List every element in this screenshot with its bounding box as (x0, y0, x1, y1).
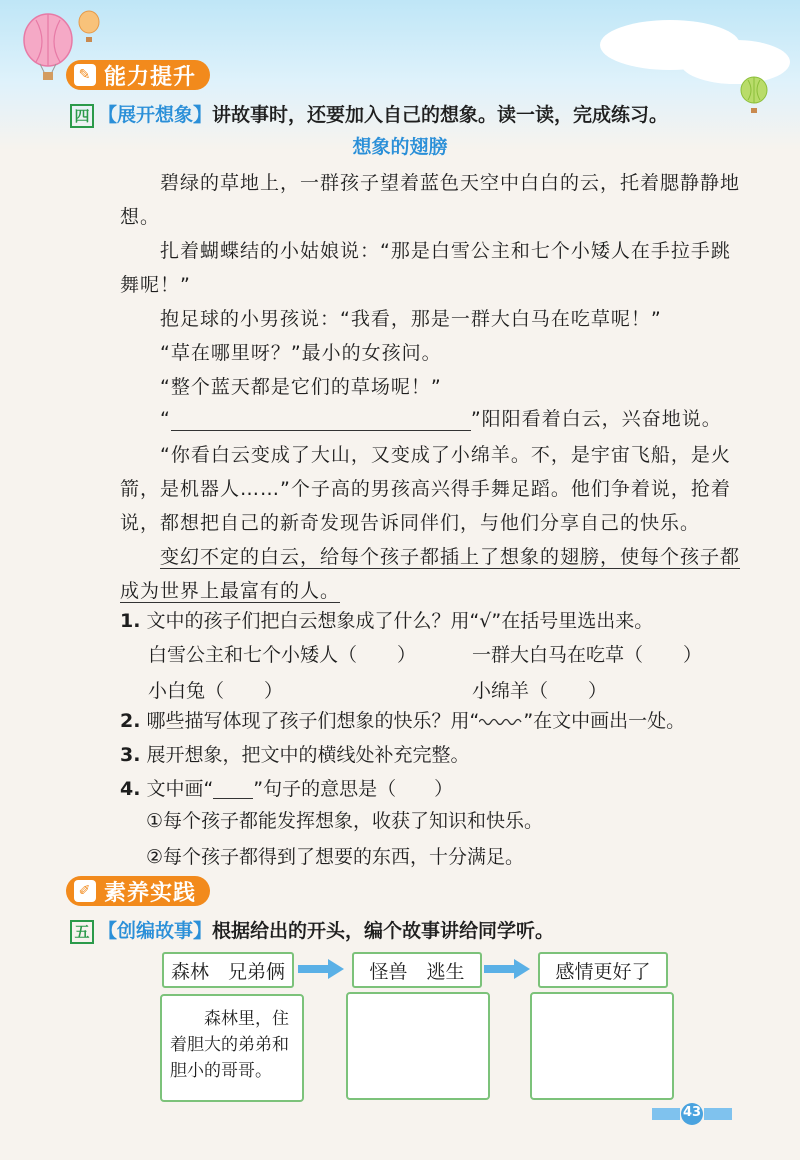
notebook-icon: ✎ (74, 64, 96, 86)
story-step-label: 感情更好了 (538, 952, 668, 988)
story-box-end[interactable] (530, 992, 674, 1100)
question-4: 4. 文中画“ ”句子的意思是（ ） (120, 778, 454, 800)
section-badge-ability (66, 60, 210, 90)
question-text: 讲故事时，还要加入自己的想象。读一读，完成练习。 (212, 104, 669, 126)
story-paragraph: 抱足球的小男孩说：“我看，那是一群大白马在吃草呢！” (160, 308, 662, 330)
story-title: 想象的翅膀 (352, 136, 448, 158)
wavy-line-icon (479, 717, 523, 727)
story-box-middle[interactable] (346, 992, 490, 1100)
story-paragraph-underlined (120, 540, 740, 608)
q1-option-d: 小绵羊（ ） (472, 680, 608, 702)
story-start-text: 森林里，住着胆大的弟弟和胆小的哥哥。 (170, 1009, 289, 1081)
q1-option-b: 一群大白马在吃草（ ） (472, 644, 703, 666)
cloud-decoration (680, 40, 790, 84)
q1-option-c: 小白兔（ ） (148, 680, 284, 702)
q1-option-a: 白雪公主和七个小矮人（ ） (148, 644, 417, 666)
section-title: 素养实践 (104, 880, 197, 906)
story-step-label: 怪兽 逃生 (352, 952, 482, 988)
question-5-prompt (70, 916, 554, 944)
question-text: 根据给出的开头，编个故事讲给同学听。 (212, 920, 555, 942)
question-number: 四 (70, 104, 94, 128)
question-number: 五 (70, 920, 94, 944)
page-number: 43 (682, 1105, 702, 1120)
question-1: 1. 文中的孩子们把白云想象成了什么？用“√”在括号里选出来。 (120, 610, 654, 632)
q4-option-1[interactable]: ①每个孩子都能发挥想象，收获了知识和快乐。 (146, 810, 544, 832)
balloon-icon (76, 10, 102, 44)
section-title: 能力提升 (104, 64, 197, 90)
question-tag: 【展开想象】 (98, 104, 213, 126)
story-box-start (160, 994, 304, 1102)
q4-option-2[interactable]: ②每个孩子都得到了想要的东西，十分满足。 (146, 846, 525, 868)
underline-sample (213, 780, 253, 799)
page-number-badge (652, 1102, 732, 1126)
story-paragraph: 扎着蝴蝶结的小姑娘说：“那是白雪公主和七个小矮人在手拉手跳舞呢！” (120, 240, 731, 296)
story-paragraph: “整个蓝天都是它们的草场呢！” (160, 376, 442, 398)
underlined-sentence: 变幻不定的白云，给每个孩子都插上了想象的翅膀，使每个孩子都成为世界上最富有的人。 (120, 546, 741, 602)
story-paragraph-blank: “ ”阳阳看着白云，兴奋地说。 (160, 408, 722, 430)
story-paragraph: “草在哪里呀？”最小的女孩问。 (160, 342, 442, 364)
story-paragraph: 碧绿的草地上，一群孩子望着蓝色天空中白白的云，托着腮静静地想。 (120, 172, 741, 228)
story-paragraph: “你看白云变成了大山，又变成了小绵羊。不，是宇宙飞船，是火箭，是机器人……”个子高的男孩高兴得手舞足蹈。他们争着说，抢着说，都想把自己的新奇发现告诉同伴们，与他们分享自己的快乐。 (120, 444, 731, 534)
pencil-icon: ✐ (74, 880, 96, 902)
question-2: 2. 哪些描写体现了孩子们想象的快乐？用“ ”在文中画出一处。 (120, 710, 686, 732)
story-step-label: 森林 兄弟俩 (162, 952, 294, 988)
balloon-icon (738, 76, 770, 116)
fill-in-blank[interactable] (171, 408, 471, 431)
arrow-right-icon (484, 958, 530, 980)
question-tag: 【创编故事】 (98, 920, 213, 942)
question-3: 3. 展开想象，把文中的横线处补充完整。 (120, 744, 470, 766)
arrow-right-icon (298, 958, 344, 980)
question-4-prompt (70, 100, 668, 128)
section-badge-practice (66, 876, 210, 906)
